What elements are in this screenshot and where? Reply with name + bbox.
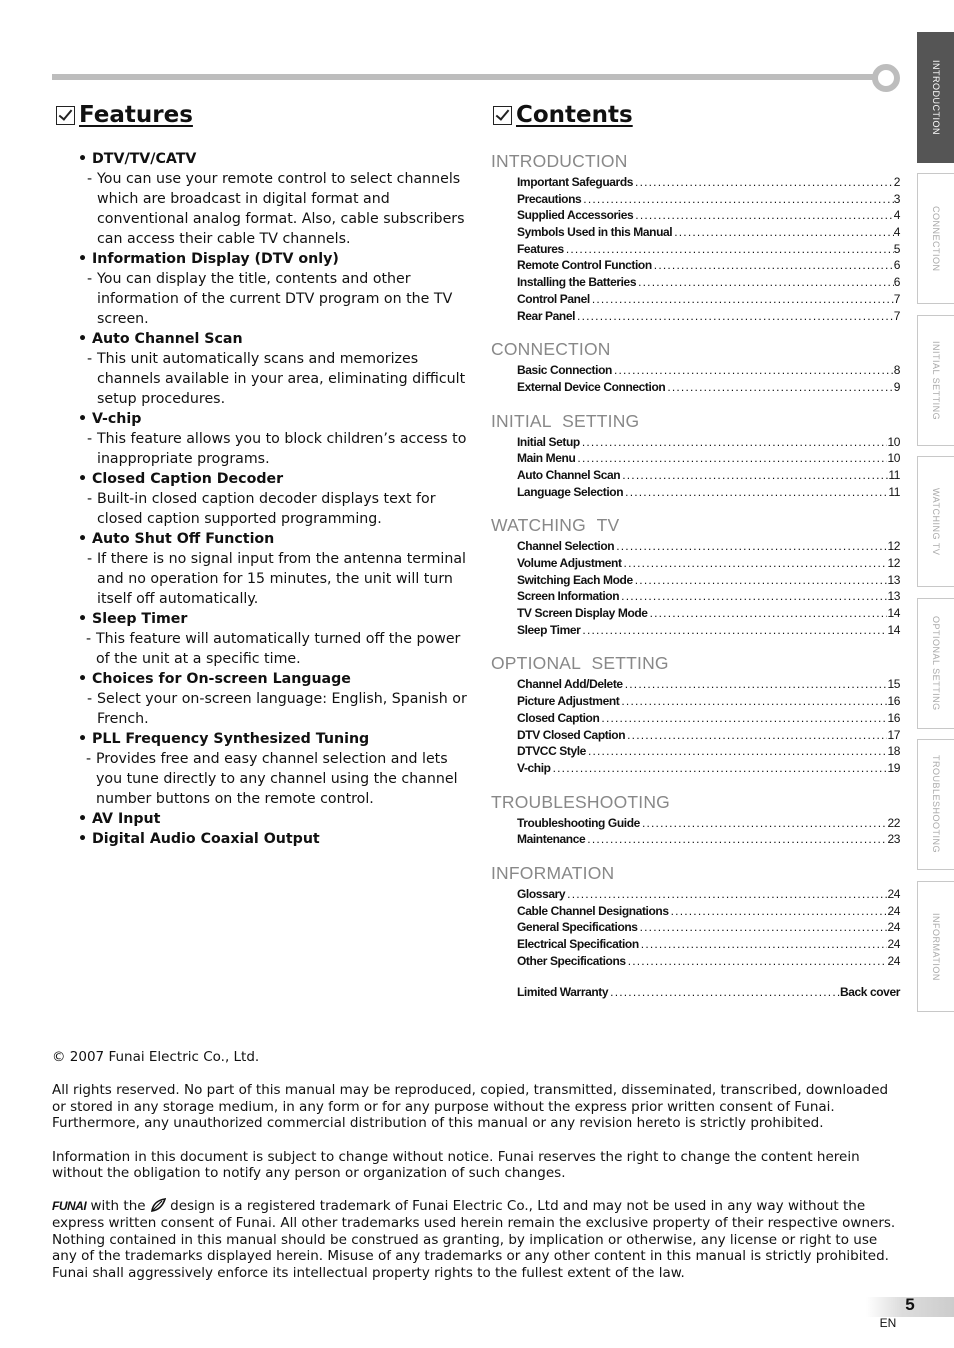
toc-entry[interactable]: DTVCC Style ..... 18 xyxy=(517,743,900,760)
tab-optional-setting[interactable]: OPTIONAL SETTING xyxy=(917,598,954,729)
page-number: 5 xyxy=(905,1295,915,1314)
trademark-paragraph: FUNAI with the design is a registered trademark of Funai Electric Co., Ltd and may not be used in any way without the express written consent of Funai. All other trademarks used herein remain the exclusive property of their respective owners. Nothing contained in this manual should be construed as granting, by implication or otherwise, any license or right to use any of the trademarks displayed herein. Misuse of any trademarks or any other content in this manual is strictly prohibited. Funai shall aggressively enforce its intellectual property rights to the fullest extent of the law. xyxy=(52,1198,896,1281)
page-language: EN xyxy=(879,1316,897,1330)
toc-entry[interactable]: Glossary ..... 24 xyxy=(517,886,900,903)
toc-entry[interactable]: Volume Adjustment ..... 12 xyxy=(517,555,900,572)
toc-entry[interactable]: Control Panel ..... 7 xyxy=(517,291,900,308)
toc-entry[interactable]: Important Safeguards ..... 2 xyxy=(517,174,900,191)
checkbox-icon xyxy=(56,106,75,125)
feature-item: • AV Input xyxy=(78,811,161,827)
toc-entry[interactable]: Rear Panel ..... 7 xyxy=(517,308,900,325)
toc-section-title: WATCHING TV xyxy=(491,515,620,536)
header-rule xyxy=(52,74,882,80)
tab-troubleshooting[interactable]: TROUBLESHOOTING xyxy=(917,739,954,870)
feature-item: • Choices for On-screen Language - Select your on-screen language: English, Spanish or French. xyxy=(78,671,467,727)
toc-entry[interactable]: Electrical Specification ..... 24 xyxy=(517,936,900,953)
toc-entry[interactable]: Closed Caption ..... 16 xyxy=(517,710,900,727)
toc-entry[interactable]: Switching Each Mode ..... 13 xyxy=(517,572,900,589)
contents-title: Contents xyxy=(516,102,633,128)
toc-entry[interactable]: Installing the Batteries ..... 6 xyxy=(517,274,900,291)
header-rule-end xyxy=(872,64,900,92)
feature-item: • DTV/TV/CATV - You can use your remote control to select channels which are broadcast in digital format and conventional analog format. Also, cable subscribers can access their cable TV channels. xyxy=(78,151,465,247)
tab-information[interactable]: INFORMATION xyxy=(917,881,954,1012)
toc-entry[interactable]: Channel Add/Delete ..... 15 xyxy=(517,676,900,693)
rights-paragraph: All rights reserved. No part of this manual may be reproduced, copied, transmitted, disseminated, transcribed, downloaded or stored in any storage medium, in any form or for any purpose without the express prior written consent of Funai. Furthermore, any unauthorized commercial distribution of this manual or any revision hereto is strictly prohibited. xyxy=(52,1082,889,1132)
toc-entry-warranty[interactable]: Limited Warranty ..... Back cover xyxy=(517,984,900,1001)
toc-entry[interactable]: Screen Information ..... 13 xyxy=(517,588,900,605)
toc-section-title: INFORMATION xyxy=(491,862,615,883)
toc-entry[interactable]: TV Screen Display Mode ..... 14 xyxy=(517,605,900,622)
toc-entry[interactable]: Other Specifications ..... 24 xyxy=(517,953,900,970)
toc-entry[interactable]: V-chip ..... 19 xyxy=(517,760,900,777)
tab-watching-tv[interactable]: WATCHING TV xyxy=(917,456,954,587)
features-list xyxy=(78,149,468,849)
toc-entry[interactable]: Language Selection ..... 11 xyxy=(517,484,900,501)
features-title: Features xyxy=(79,102,193,128)
feature-item: • V-chip - This feature allows you to block children’s access to inappropriate programs. xyxy=(78,411,467,467)
toc-section-title: OPTIONAL SETTING xyxy=(491,653,669,674)
toc-entry[interactable]: Remote Control Function ..... 6 xyxy=(517,257,900,274)
funai-logo: FUNAI xyxy=(52,1199,87,1214)
toc-entry[interactable]: Precautions ..... 3 xyxy=(517,191,900,208)
toc-section-title: INTRODUCTION xyxy=(491,151,628,171)
tab-connection[interactable]: CONNECTION xyxy=(917,173,954,304)
toc-entry[interactable]: DTV Closed Caption ..... 17 xyxy=(517,727,900,744)
toc-entry[interactable]: General Specifications ..... 24 xyxy=(517,919,900,936)
feature-item: • Digital Audio Coaxial Output xyxy=(78,831,320,847)
feature-item: • Information Display (DTV only) - You can display the title, contents and other information of the current DTV program on the TV screen. xyxy=(78,251,453,327)
notice-paragraph: Information in this document is subject to change without notice. Funai reserves the right to change the content herein without the obligation to notify any person or organization of such changes. xyxy=(52,1148,860,1182)
feature-item: • PLL Frequency Synthesized Tuning - Provides free and easy channel selection and lets you tune directly to any channel using the channel number buttons on the remote control. xyxy=(78,731,458,807)
toc-entry[interactable]: Channel Selection ..... 12 xyxy=(517,538,900,555)
toc-section-title: INITIAL SETTING xyxy=(491,410,640,431)
tab-initial-setting[interactable]: INITIAL SETTING xyxy=(917,315,954,446)
contents-heading xyxy=(493,102,633,128)
toc-entry[interactable]: Supplied Accessories ..... 4 xyxy=(517,207,900,224)
toc-entry[interactable]: Auto Channel Scan ..... 11 xyxy=(517,467,900,484)
table-of-contents xyxy=(491,150,901,1001)
feature-item: • Auto Shut Off Function - If there is no signal input from the antenna terminal and no operation for 15 minutes, the unit will turn itself off automatically. xyxy=(78,531,466,607)
toc-entry[interactable]: Features ..... 5 xyxy=(517,241,900,258)
features-heading xyxy=(56,102,193,128)
toc-entry[interactable]: External Device Connection ..... 9 xyxy=(517,379,900,396)
tab-introduction[interactable]: INTRODUCTION xyxy=(917,32,954,163)
feature-item: • Auto Channel Scan - This unit automatically scans and memorizes channels available in your area, eliminating difficult setup procedures. xyxy=(78,331,466,407)
toc-entry[interactable]: Main Menu ..... 10 xyxy=(517,450,900,467)
toc-entry[interactable]: Troubleshooting Guide ..... 22 xyxy=(517,815,900,832)
feature-item: • Closed Caption Decoder - Built-in closed caption decoder displays text for closed caption supported programming. xyxy=(78,471,436,527)
toc-entry[interactable]: Initial Setup ..... 10 xyxy=(517,434,900,451)
feature-item: • Sleep Timer - This feature will automatically turned off the power of the unit at a specific time. xyxy=(78,611,461,667)
toc-entry[interactable]: Symbols Used in this Manual ..... 4 xyxy=(517,224,900,241)
toc-entry[interactable]: Basic Connection ..... 8 xyxy=(517,362,900,379)
legal-notice xyxy=(52,1049,897,1298)
checkbox-icon xyxy=(493,106,512,125)
funai-leaf-icon xyxy=(150,1198,166,1212)
toc-section-title: CONNECTION xyxy=(491,339,611,360)
toc-entry[interactable]: Picture Adjustment ..... 16 xyxy=(517,693,900,710)
toc-entry[interactable]: Maintenance ..... 23 xyxy=(517,831,900,848)
toc-section-title: TROUBLESHOOTING xyxy=(491,791,670,812)
toc-entry[interactable]: Cable Channel Designations ..... 24 xyxy=(517,903,900,920)
copyright: © 2007 Funai Electric Co., Ltd. xyxy=(52,1049,260,1065)
toc-entry[interactable]: Sleep Timer ..... 14 xyxy=(517,622,900,639)
